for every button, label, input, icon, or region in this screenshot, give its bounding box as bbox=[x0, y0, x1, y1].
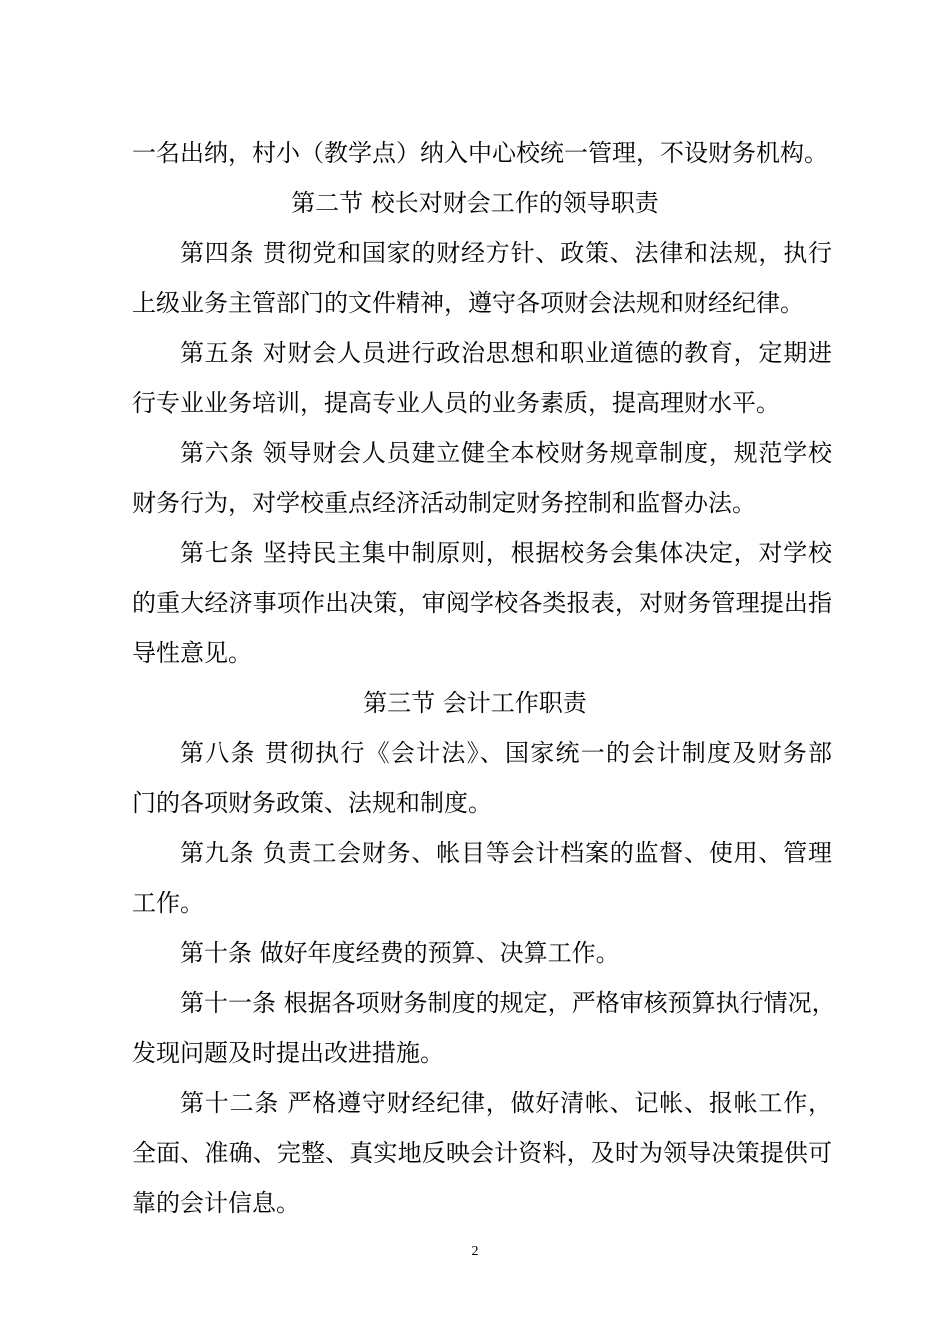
article-line: 第九条 负责工会财务、帐目等会计档案的监督、使用、管理 bbox=[180, 839, 832, 867]
article-line: 第八条 贯彻执行《会计法》、国家统一的会计制度及财务部 bbox=[180, 739, 832, 767]
article-line: 第十二条 严格遵守财经纪律，做好清帐、记帐、报帐工作， bbox=[180, 1089, 832, 1117]
section-heading: 第三节 会计工作职责 bbox=[363, 689, 587, 717]
body-line: 一名出纳，村小（教学点）纳入中心校统一管理，不设财务机构。 bbox=[132, 139, 828, 167]
body-line: 靠的会计信息。 bbox=[132, 1189, 300, 1217]
body-line: 全面、准确、完整、真实地反映会计资料，及时为领导决策提供可 bbox=[132, 1139, 832, 1167]
article-line: 第五条 对财会人员进行政治思想和职业道德的教育，定期进 bbox=[180, 339, 832, 367]
body-line: 门的各项财务政策、法规和制度。 bbox=[132, 789, 492, 817]
page-number: 2 bbox=[471, 1244, 479, 1259]
body-line: 发现问题及时提出改进措施。 bbox=[132, 1039, 444, 1067]
body-line: 行专业业务培训，提高专业人员的业务素质，提高理财水平。 bbox=[132, 389, 780, 417]
article-line: 第十条 做好年度经费的预算、决算工作。 bbox=[180, 939, 620, 967]
article-line: 第六条 领导财会人员建立健全本校财务规章制度，规范学校 bbox=[180, 439, 832, 467]
body-line: 的重大经济事项作出决策，审阅学校各类报表，对财务管理提出指 bbox=[132, 589, 832, 617]
article-line: 第七条 坚持民主集中制原则，根据校务会集体决定，对学校 bbox=[180, 539, 832, 567]
body-line: 工作。 bbox=[132, 889, 204, 917]
section-heading: 第二节 校长对财会工作的领导职责 bbox=[291, 189, 659, 217]
article-line: 第四条 贯彻党和国家的财经方针、政策、法律和法规，执行 bbox=[180, 239, 832, 267]
body-line: 导性意见。 bbox=[132, 639, 252, 667]
body-line: 上级业务主管部门的文件精神，遵守各项财会法规和财经纪律。 bbox=[132, 289, 804, 317]
body-line: 财务行为，对学校重点经济活动制定财务控制和监督办法。 bbox=[132, 489, 756, 517]
article-line: 第十一条 根据各项财务制度的规定，严格审核预算执行情况， bbox=[180, 989, 836, 1017]
